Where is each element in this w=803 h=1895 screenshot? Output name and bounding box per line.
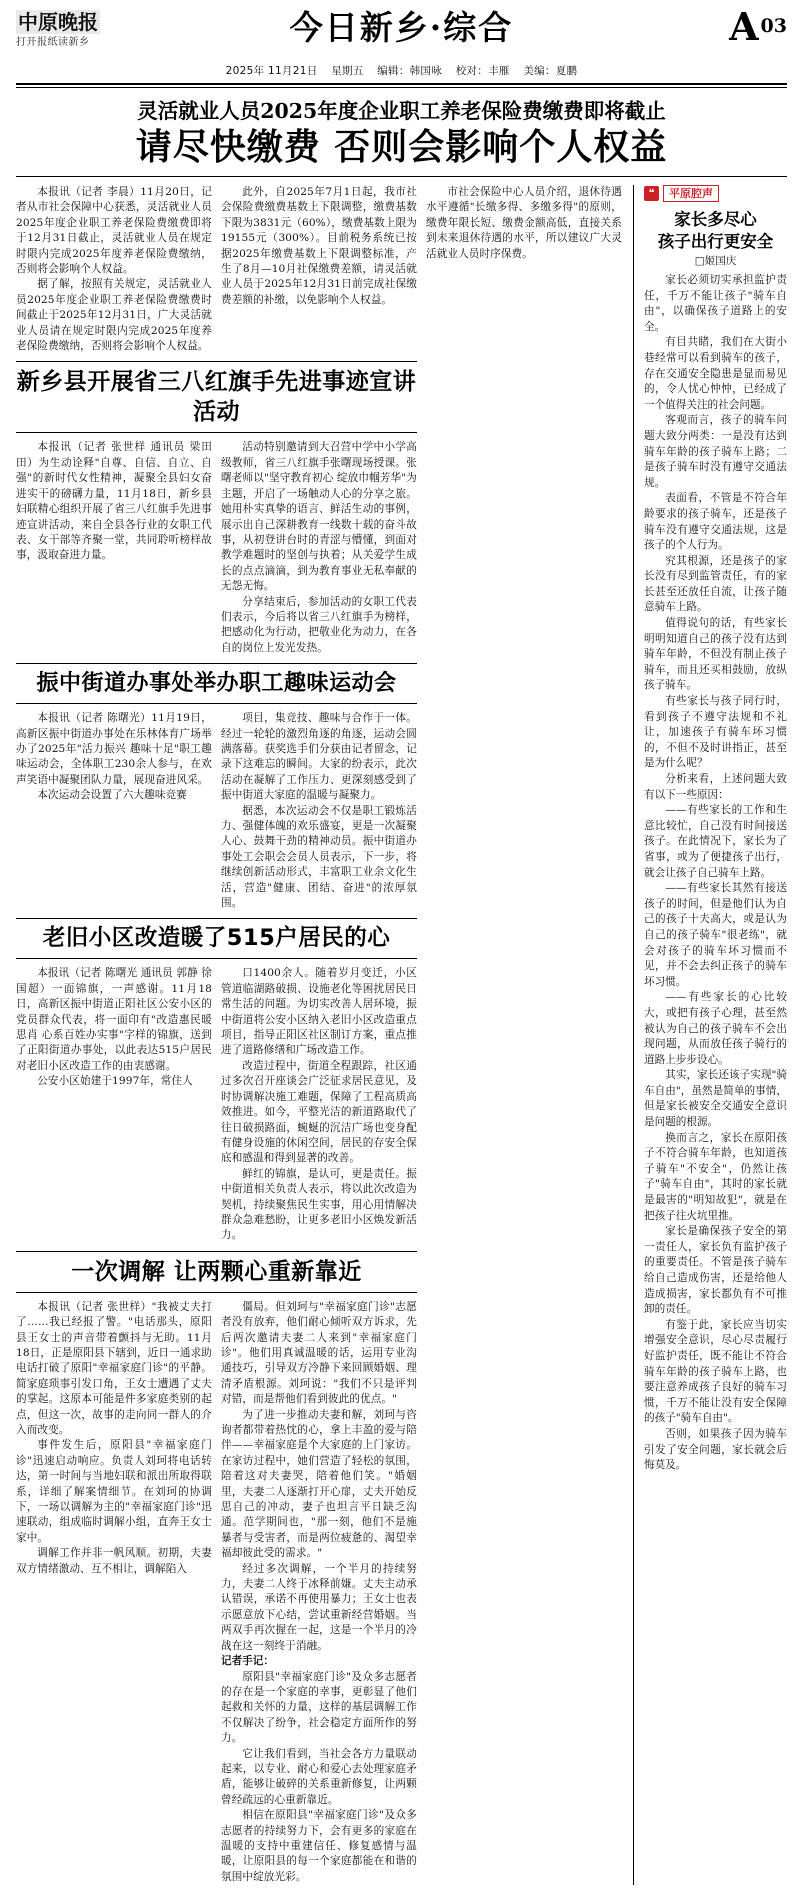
opinion-paragraph: 其实，家长还该子实现"骑车自由"，虽然是简单的事情，但是家长被安全交通安全意识是问题的根源。: [644, 1069, 787, 1129]
masthead-rule-thick: [16, 83, 787, 85]
opinion-paragraph: 值得说句的话，有些家长明明知道自己的孩子没有达到骑车年龄，不但没有制止孩子骑车，而且还买相鼓励，放纵孩子骑车。: [644, 617, 787, 692]
page-number-block: [677, 4, 787, 49]
opinion-title-line-2: 孩子出行更安全: [657, 232, 774, 251]
masthead-rule-thin: [16, 87, 787, 88]
article-paragraph: 本报讯（记者 张世样 通讯员 梁田田）为生动诠释"自尊、自信、自立、自强"的新时代女性精神，凝聚全县妇女奋进实干的磅礴力量，11月18日，新乡县妇联精心组织开展了省三八红旗手先进事迹宣讲活动，来自全县各行业的女职工代表、女干部等齐聚一堂，共同聆听榜样故事，汲取奋进力量。: [16, 441, 212, 562]
article-paragraph: 分享结束后，参加活动的女职工代表们表示，今后将以省三八红旗手为榜样，把感动化为行动，把敬业化为动力，在各自的岗位上发光发热。: [221, 595, 417, 654]
lead-main-headline: 请尽快缴费 否则会影响个人权益: [135, 127, 668, 168]
article-paragraph: 改造过程中，街道全程跟踪，社区通过多次召开座谈会广泛征求居民意见，及时协调解决施工难题，保障了工程高质高效推进。如今，平整光洁的新道路取代了往日破损路面，蜿蜒的沉洁广场也变身配有健身设施的休闲空间，居民的存安全保底和感温和得到显著的改善。: [221, 1059, 417, 1165]
masthead: [16, 0, 787, 60]
opinion-paragraph: ——有些家长的心比较大，或把有孩子心理，甚至然被认为自己的孩子骑车不会出现问题，从而放任孩子骑行的道路上步步设心。: [644, 991, 787, 1066]
opinion-author: □姬国庆: [694, 255, 737, 267]
article-body: [16, 440, 417, 656]
opinion-paragraph: 换而言之，家长在原阳孩子不符合骑车年龄，也知道孩子骑车"不安全"，仍然让孩子"骑车自由"，其时的家长就是最害的"明知故犯"，就是在把孩子往火坑里推。: [644, 1131, 787, 1222]
article-column-1: [16, 966, 212, 1243]
logo-subtitle: 打开报纸读新乡: [16, 37, 90, 48]
article-paragraph: 项目，集竞技、趣味与合作于一体。经过一轮轮的激烈角逐的角逐，运动会圆满落幕。获奖选手们分获由记者留念，记录下这难忘的瞬间。大家的纷表示，此次活动在凝解了工作压力、更深刻感受到了振中街道大家庭的温暖与凝聚力。: [221, 712, 417, 802]
article-column-2: [221, 711, 417, 911]
article-paragraph: 为了进一步推动夫妻和解，刘珂与咨询者都带着热忱的心，拿上丰盈的爱与陪伴——幸福家庭是个大家庭的上门家访。在家访过程中，她们营造了轻松的氛围，陪着这对夫妻哭，陪着他们笑。"婚姻里，夫妻二人逐渐打开心扉，丈夫开始反思自己的冲动，妻子也坦言平日缺乏沟通。范学期间也，"那一刻，他们不是施暴者与受害者，而是两位疲惫的、渴望幸福却彼此受的需求。": [221, 1408, 417, 1560]
page-title: 今日新乡·综合: [289, 8, 514, 47]
dateline-weekday: 星期五: [331, 65, 364, 77]
dateline-date: 2025年 11月21日: [225, 65, 318, 77]
article-body: [16, 966, 417, 1243]
article-column-1: [16, 711, 212, 911]
opinion-paragraph: 表面看，不管是不符合年龄要求的孩子骑车，还是孩子骑车没有遵守交通法规，这是孩子的个人行为。: [644, 492, 787, 552]
dateline-editor: 编辑：韩国咏: [377, 65, 443, 77]
dateline: [16, 60, 787, 82]
article-head-rule-top: [16, 663, 417, 664]
article-body: [16, 1300, 417, 1885]
opinion-paragraph: 有鉴于此，家长应当切实增强安全意识，尽心尽责履行好监护责任，既不能让不符合骑车年龄的孩子骑车上路，也要注意养成孩子良好的骑车习惯，千万不能让没有安全保障的孩子"骑车自由"。: [644, 1318, 787, 1425]
article-headline: 振中街道办事处举办职工趣味运动会: [36, 671, 397, 697]
opinion-paragraph: 否则，如果孩子因为骑车引发了安全问题，家长就会后悔莫及。: [644, 1427, 787, 1472]
section-letter: A: [729, 4, 759, 49]
logo-title: 中原晚报: [18, 10, 98, 34]
article-old-community: [16, 918, 417, 1243]
article-paragraph: 调解工作并非一帆风顺。初期，夫妻双方情绪激动、互不相让，调解陷入: [16, 1547, 212, 1575]
opinion-paragraph: 家长是确保孩子安全的第一责任人，家长负有监护孩子的重要责任。不管是孩子骑车给自己造成伤害，还是给他人造成损害，家长都负有不可推卸的责任。: [644, 1225, 787, 1316]
article-paragraph: 据悉，本次运动会不仅是职工锻炼活力、强健体魄的欢乐盛宴，更是一次凝聚人心、鼓舞干劲的精神动员。振中街道办事处工会职会会员人员表示，下一步，将继续创新活动形式，丰富职工业余文化生活，营造"健康、团结、奋进"的浓厚氛围。: [221, 804, 417, 910]
opinion-sidebar: [633, 185, 787, 1885]
article-paragraph: 本报讯（记者 陈曙光 通讯员 郭静 徐国超）一面锦旗，一声感谢。11月18日，高新区振中街道正阳社区公安小区的党员群众代表，将一面印有"改造惠民暖思肖 心系百姓办实事"字样的锦旗，送到了正阳街道办事处，以此表达515户居民对老旧小区改造工作的由衷感谢。: [16, 967, 212, 1072]
opinion-flag-label: 平原腔声: [663, 185, 719, 202]
article-paragraph: 活动特别邀请到大召营中学中小学高级教师，省三八红旗手张曙现场授课。张曙老师以"坚守教育初心 绽放巾帼芳华"为主题，开启了一场触动人心的分享之旅。她用朴实真挚的语言、鲜活生动的事例，展示出自己深耕教育一线数十载的奋斗故事，从初登讲台时的青涩与懵懂，到面对教学难题时的坚创与执着；从关爱学生成长的点点滴滴，到为教育事业无私奉献的无怨无悔。: [221, 441, 417, 593]
opinion-paragraph: 客观而言，孩子的骑车问题大致分两类：一是没有达到骑车年龄的孩子骑车上路；二是孩子骑车时没有遵守交通法规。: [644, 414, 787, 489]
article-body: [16, 711, 417, 911]
article-headline: 新乡县开展省三八红旗手先进事迹宣讲活动: [16, 369, 417, 426]
article-paragraph: 口1400余人。随着岁月变迁，小区管道临湖路破损、设施老化等困扰居民日常生活的问题。为切实改善人居环境，振中街道将公安小区纳入老旧小区改造重点项目，指导正阳区社区制订方案，重点推进了道路修缮和广场改造工作。: [221, 967, 417, 1057]
article-paragraph: 本报讯（记者 陈曙光）11月19日，高新区振中街道办事处在乐林体育广场举办了2025年"活力振兴 趣味十足"职工趣味运动会，全体职工230余人参与，在欢声笑语中凝聚团队力量，展现奋进风采。: [16, 712, 212, 786]
article-paragraph: 鲜红的锦旗，是认可，更是责任。振中街道相关负责人表示，将以此次改造为契机，持续聚焦民生实事，用心用情解决群众急难愁盼，让更多老旧小区焕发新活力。: [221, 1167, 417, 1242]
lead-paragraph: 市社会保险中心人员介绍，退休待遇水平遵循"长缴多得、多缴多得"的原则，缴费年限长短、缴费金额高低，直接关系到未来退休待遇的水平，所以建议广大灵活就业人员时序保费。: [426, 186, 622, 260]
article-head-rule-top: [16, 918, 417, 919]
lead-column-3: [426, 185, 622, 354]
page-number: 03: [760, 14, 787, 37]
opinion-paragraph: 有些家长与孩子同行时，看到孩子不遵守法规和不礼让，加速孩子有骑车坏习惯的，不但不及时讲指正，甚至是为什么呢？: [644, 695, 787, 770]
lead-column-1: [16, 185, 212, 354]
opinion-title-line-1: 家长多尽心: [674, 210, 757, 229]
article-headline: 老旧小区改造暖了515户居民的心: [42, 925, 391, 952]
opinion-paragraph: 家长必须切实承担监护责任，千万不能让孩子"骑车自由"，以确保孩子道路上的安全。: [644, 274, 787, 333]
lead-column-2: [221, 185, 417, 354]
reporter-note-paragraph: 原阳县"幸福家庭门诊"及众多志愿者的存在是一个家庭的幸事，更彰显了他们起救和关怀的力量，这样的基层调解工作不仅解决了纷争，社会稳定方面所作的努力。: [221, 1670, 417, 1745]
masthead-center: [126, 8, 677, 46]
reporter-note-paragraph: 它让我们看到，当社会各方力量联动起来，以专业、耐心和爱心去处理家庭矛盾，能够让破碎的关系重新修复，让两颗曾经疏远的心重新靠近。: [221, 1747, 417, 1806]
opinion-paragraph: 究其根源，还是孩子的家长没有尽到监管责任，有的家长甚至还放任自流，让孩子随意骑车上路。: [644, 554, 787, 614]
lead-article-body: [16, 185, 622, 354]
article-column-1: [16, 1300, 212, 1885]
main-content-area: [16, 185, 622, 1885]
opinion-paragraph: ——有些家长的工作和生意比较忙，自己没有时间接送孩子。在此情况下，家长为了省事，或为了便捷孩子出行，就会让孩子自己骑车上路。: [644, 804, 787, 879]
opinion-flag: [644, 185, 787, 202]
lead-shoulder-headline: 灵活就业人员2025年度企业职工养老保险费缴费即将截止: [137, 99, 666, 123]
dateline-proofreader: 校对：丰雁: [455, 65, 510, 77]
article-paragraph: 本报讯（记者 张世样）"我被丈夫打了……我已经报了警。"电话那头，原阳县王女士的声音带着颤抖与无助。11月18日，正是原阳县下辖到，近日一通求助电话打破了原阳"幸福家庭门诊"的平静。简家庭琐事引发口角，王女士遭遇了丈夫的掌起。这原本可能是件多家庭类别的起点，但这一次，故事的走向同一群人的介入而改变。: [16, 1300, 212, 1436]
article-head-rule-bottom: [16, 958, 417, 959]
reporter-note-title: 记者手记：: [221, 1655, 274, 1668]
article-headline: 一次调解 让两颗心重新靠近: [71, 1258, 362, 1285]
reporter-note-paragraph: 相信在原阳县"幸福家庭门诊"及众多志愿者的持续努力下，会有更多的家庭在温暖的支持中重建信任、修复感情与温暖，让原阳县的每一个家庭都能在和谐的氛围中绽放光彩。: [221, 1809, 417, 1883]
dateline-art-editor: 美编：夏鹏: [523, 65, 578, 77]
article-head-rule-top: [16, 361, 417, 362]
article-paragraph: 事件发生后，原阳县"幸福家庭门诊"迅速启动响应。负责人刘珂将电话转达，第一时间与当地妇联和派出所取得联系，详细了解案情细节。在刘珂的协调下，一场以调解为主的"幸福家庭门诊"迅速联动，组成临时调解小组，直奔王女士家中。: [16, 1439, 212, 1544]
page-body: [16, 185, 787, 1885]
lead-paragraph: 本报讯（记者 李晨）11月20日，记者从市社会保障中心获悉，灵活就业人员2025年度企业职工养老保险费缴费即将于12月31日截止，灵活就业人员在规定时限内完成2025年度养老保险费缴纳，否则将会影响个人权益。: [16, 186, 212, 276]
quote-icon: ❝: [644, 186, 659, 201]
article-paragraph: 公安小区始建于1997年，常住人: [37, 1075, 193, 1088]
article-zhenzhong-street: [16, 663, 417, 911]
opinion-paragraph: 有目共睹，我们在大街小巷经常可以看到骑车的孩子，存在交通安全隐患是显而易见的，令人忧心忡忡，已经成了一个值得关注的社会问题。: [644, 336, 787, 411]
opinion-paragraph: 分析来看，上述问题大致有以下一些原因：: [644, 773, 787, 801]
article-paragraph: 僵局。但刘珂与"幸福家庭门诊"志愿者没有放弃，他们耐心倾听双方诉求，先后两次邀请夫妻二人来到"幸福家庭门诊"。他们用真诚温暖的话，运用专业沟通技巧，引导双方冷静下来回顾婚姻、理清矛盾根源。刘珂说："我们不只是评判对错，而是帮他们看到彼此的优点。": [221, 1300, 417, 1406]
article-paragraph: 经过多次调解，一个半月的持续努力，夫妻二人终于冰释前嫌。丈夫主动承认错误，承诺不再使用暴力；王女士也表示愿意放下心结，尝试重新经营婚姻。当两双手再次握在一起，这是一个半月的冷战在这一刻终于消融。: [221, 1562, 417, 1652]
article-head-rule-bottom: [16, 703, 417, 704]
article-xinxiang-county: [16, 361, 417, 656]
article-head-rule-bottom: [16, 432, 417, 433]
article-mediation: [16, 1251, 417, 1885]
newspaper-logo: [16, 8, 126, 49]
lead-paragraph: 据了解，按照有关规定，灵活就业人员2025年度企业职工养老保险费缴费时间截止于2025年12月31日，广大灵活就业人员请在规定时限内完成2025年度养老保险费缴纳，否则将会影响个人权益。: [16, 278, 212, 353]
article-column-2: [221, 440, 417, 656]
article-paragraph: 本次运动会设置了六大趣味竞赛: [37, 789, 187, 802]
article-head-rule-top: [16, 1251, 417, 1252]
article-column-2: [221, 966, 417, 1243]
article-column-1: [16, 440, 212, 656]
article-head-rule-bottom: [16, 1292, 417, 1293]
article-column-2: [221, 1300, 417, 1885]
opinion-paragraph: ——有些家长其然有接送孩子的时间，但是他们认为自己的孩子十夫高大，或是认为自己的孩子骑车"很老练"，就会对孩子的骑车坏习惯而不见，并不会去纠正孩子的骑车坏习惯。: [644, 882, 787, 988]
lead-paragraph: 此外，自2025年7月1日起，我市社会保险费缴费基数上下限调整，缴费基数下限为3831元（60%），缴费基数上限为19155元（300%）。目前税务系统已按据2025年缴费基数上下限调整标准，产生了8月—10月社保缴费差额，请灵活就业人员于2025年12月31日前完成社保缴费差额的补缴，以免影响个人权益。: [221, 186, 417, 306]
lead-rule: [16, 176, 787, 177]
